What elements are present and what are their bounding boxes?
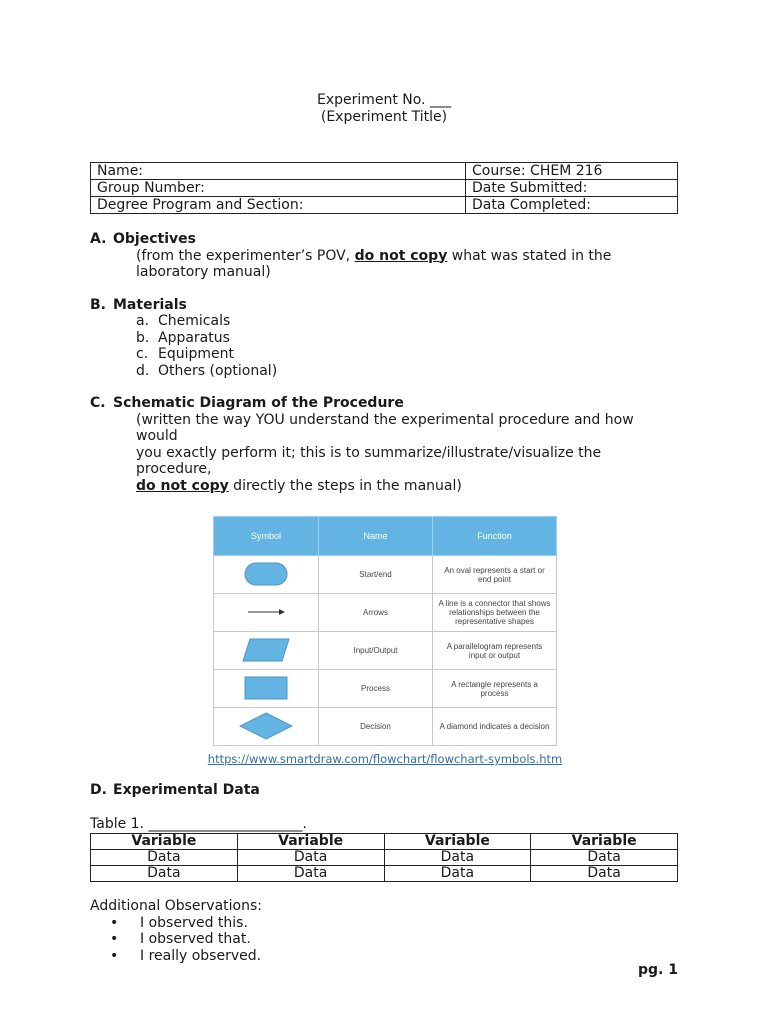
objectives-section bbox=[90, 231, 678, 281]
bullet-icon: • bbox=[110, 914, 119, 931]
page-number: pg. 1 bbox=[638, 962, 678, 978]
schematic-heading bbox=[90, 395, 678, 412]
list-item bbox=[90, 931, 678, 948]
list-marker: b. bbox=[136, 329, 150, 346]
text-span: directly the steps in the manual) bbox=[228, 477, 462, 494]
function-cell: A diamond indicates a decision bbox=[433, 708, 557, 746]
section-title: Experimental Data bbox=[113, 782, 260, 798]
table-row bbox=[214, 632, 557, 670]
title-block bbox=[90, 92, 678, 126]
table-cell: Data bbox=[531, 850, 678, 866]
table-row bbox=[91, 180, 678, 197]
objectives-heading bbox=[90, 231, 678, 248]
data-completed-field: Data Completed: bbox=[466, 197, 678, 214]
table-cell: Data bbox=[237, 866, 384, 882]
degree-program-field: Degree Program and Section: bbox=[91, 197, 466, 214]
column-header: Variable bbox=[384, 834, 531, 850]
name-cell: Arrows bbox=[319, 594, 433, 632]
group-number-field: Group Number: bbox=[91, 180, 466, 197]
table-cell: Data bbox=[384, 866, 531, 882]
rectangle-icon bbox=[244, 676, 288, 700]
section-title: Schematic Diagram of the Procedure bbox=[113, 395, 404, 411]
observation-text: I observed that. bbox=[140, 931, 251, 947]
do-not-copy-emphasis: do not copy bbox=[354, 247, 448, 264]
list-label: Equipment bbox=[158, 346, 234, 362]
objectives-text bbox=[90, 248, 678, 265]
do-not-copy-emphasis: do not copy bbox=[136, 477, 229, 494]
column-header: Variable bbox=[91, 834, 238, 850]
function-cell: An oval represents a start or end point bbox=[433, 556, 557, 594]
table-cell: Data bbox=[531, 866, 678, 882]
course-field: Course: CHEM 216 bbox=[466, 163, 678, 180]
section-letter: D. bbox=[90, 782, 107, 798]
schematic-text-line1: (written the way YOU understand the experimental procedure and how would bbox=[136, 411, 634, 444]
table-header-row bbox=[214, 517, 557, 556]
objectives-text-line2: laboratory manual) bbox=[136, 264, 271, 280]
section-letter: B. bbox=[90, 296, 106, 313]
name-cell: Input/Output bbox=[319, 632, 433, 670]
table-row bbox=[214, 708, 557, 746]
function-cell: A line is a connector that shows relationships between the representative shapes bbox=[433, 594, 557, 632]
section-title: Objectives bbox=[113, 231, 196, 247]
function-cell: A rectangle represents a process bbox=[433, 670, 557, 708]
list-item bbox=[90, 915, 678, 932]
list-label: Others (optional) bbox=[158, 362, 278, 379]
column-header-function: Function bbox=[433, 517, 557, 556]
list-label: Chemicals bbox=[158, 313, 231, 329]
flowchart-symbols-figure bbox=[207, 516, 563, 766]
table-row bbox=[91, 866, 678, 882]
arrow-icon bbox=[246, 607, 286, 617]
section-title: Materials bbox=[113, 296, 187, 313]
name-cell: Decision bbox=[319, 708, 433, 746]
table-row bbox=[214, 594, 557, 632]
list-item bbox=[90, 346, 678, 363]
document-page bbox=[90, 90, 678, 964]
source-link[interactable]: https://www.smartdraw.com/flowchart/flowchart-symbols.htm bbox=[207, 752, 563, 766]
list-item bbox=[90, 313, 678, 330]
symbol-cell bbox=[214, 708, 319, 746]
column-header-name: Name bbox=[319, 517, 433, 556]
list-label: Apparatus bbox=[158, 329, 230, 346]
list-marker: d. bbox=[136, 362, 150, 379]
observation-text: I really observed. bbox=[140, 947, 262, 964]
date-submitted-field: Date Submitted: bbox=[466, 180, 678, 197]
name-cell: Start/end bbox=[319, 556, 433, 594]
name-cell: Process bbox=[319, 670, 433, 708]
table-row bbox=[214, 556, 557, 594]
table-row bbox=[214, 670, 557, 708]
schematic-text-line3 bbox=[90, 478, 678, 495]
column-header: Variable bbox=[237, 834, 384, 850]
schematic-text-line2: you exactly perform it; this is to summarize/illustrate/visualize the procedure, bbox=[136, 444, 602, 477]
bullet-icon: • bbox=[110, 947, 119, 964]
info-table bbox=[90, 162, 678, 214]
list-item bbox=[90, 330, 678, 347]
symbol-cell bbox=[214, 594, 319, 632]
bullet-icon: • bbox=[110, 931, 119, 947]
symbol-cell bbox=[214, 556, 319, 594]
list-item bbox=[90, 948, 678, 965]
table-cell: Data bbox=[91, 866, 238, 882]
name-field: Name: bbox=[91, 163, 466, 180]
table-header-row bbox=[91, 834, 678, 850]
observation-text: I observed this. bbox=[140, 914, 248, 931]
parallelogram-icon bbox=[242, 638, 290, 662]
table-row bbox=[91, 197, 678, 214]
table-cell: Data bbox=[237, 850, 384, 866]
table-cell: Data bbox=[91, 850, 238, 866]
table-row bbox=[91, 163, 678, 180]
diamond-icon bbox=[239, 712, 293, 740]
experimental-data-heading bbox=[90, 782, 678, 799]
flowchart-symbols-table bbox=[213, 516, 557, 746]
data-table bbox=[90, 833, 678, 882]
experimental-data-section bbox=[90, 782, 678, 964]
table-cell: Data bbox=[384, 850, 531, 866]
section-letter: C. bbox=[90, 395, 106, 411]
oval-icon bbox=[244, 562, 288, 586]
list-marker: c. bbox=[136, 346, 149, 362]
text-span: what was stated in the bbox=[447, 247, 612, 264]
symbol-cell bbox=[214, 670, 319, 708]
schematic-section bbox=[90, 395, 678, 494]
list-item bbox=[90, 363, 678, 380]
symbol-cell bbox=[214, 632, 319, 670]
table-caption: Table 1. ______________________. bbox=[90, 815, 307, 832]
section-letter: A. bbox=[90, 231, 107, 247]
column-header: Variable bbox=[531, 834, 678, 850]
list-marker: a. bbox=[136, 313, 150, 329]
materials-section bbox=[90, 297, 678, 380]
column-header-symbol: Symbol bbox=[214, 517, 319, 556]
observations-label: Additional Observations: bbox=[90, 898, 262, 914]
experiment-number: Experiment No. ___ bbox=[316, 92, 452, 108]
table-row bbox=[91, 850, 678, 866]
function-cell: A parallelogram represents input or output bbox=[433, 632, 557, 670]
experiment-title: (Experiment Title) bbox=[320, 109, 448, 125]
text-span: (from the experimenter’s POV, bbox=[136, 247, 355, 264]
materials-heading bbox=[90, 297, 678, 314]
